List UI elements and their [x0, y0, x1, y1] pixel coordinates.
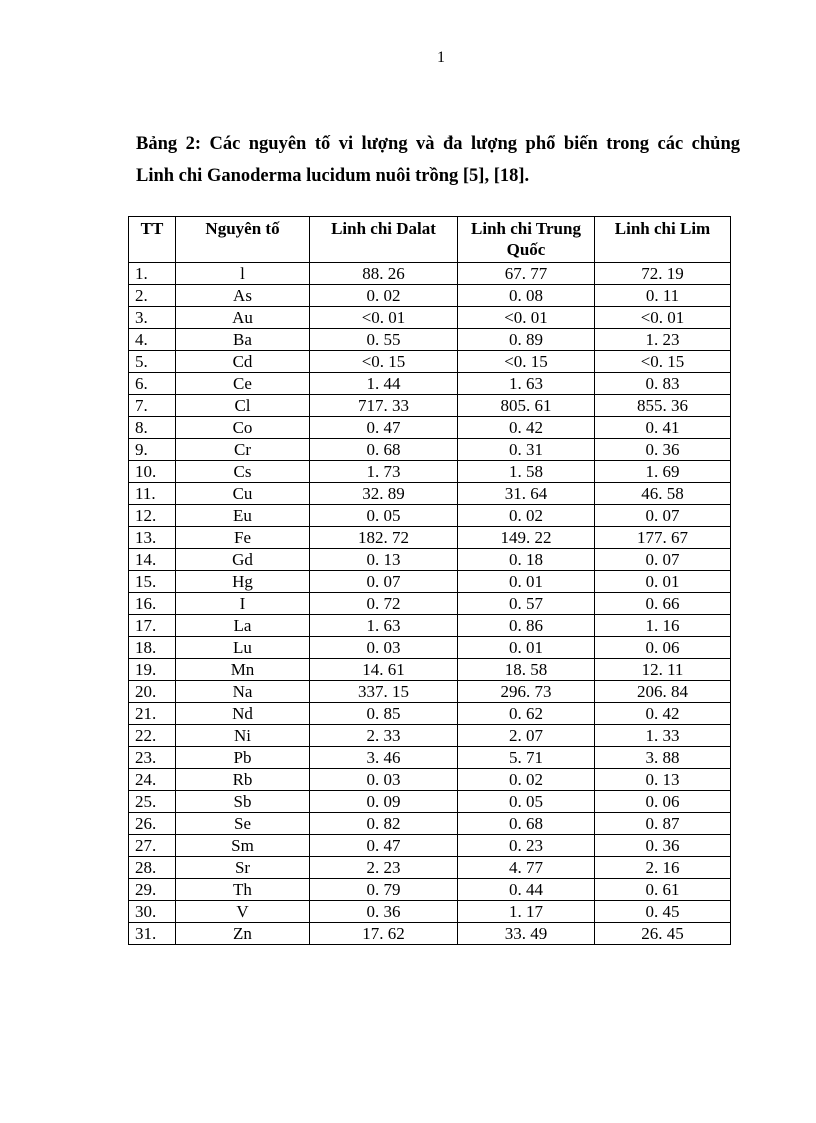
cell-lim: 0. 45 — [595, 901, 731, 923]
header-element: Nguyên tố — [176, 217, 310, 263]
cell-china: 0. 44 — [458, 879, 595, 901]
cell-china: 4. 77 — [458, 857, 595, 879]
cell-element: Rb — [176, 769, 310, 791]
table-row — [129, 879, 731, 901]
cell-tt: 4. — [129, 329, 176, 351]
cell-lim: 72. 19 — [595, 263, 731, 285]
cell-dalat: 0. 72 — [310, 593, 458, 615]
cell-dalat: 337. 15 — [310, 681, 458, 703]
cell-tt: 12. — [129, 505, 176, 527]
cell-lim: 26. 45 — [595, 923, 731, 945]
cell-dalat: 0. 03 — [310, 769, 458, 791]
table-row — [129, 791, 731, 813]
cell-element: Se — [176, 813, 310, 835]
cell-lim: 0. 66 — [595, 593, 731, 615]
cell-lim: 1. 69 — [595, 461, 731, 483]
cell-china: 18. 58 — [458, 659, 595, 681]
table-row — [129, 329, 731, 351]
cell-lim: 0. 06 — [595, 791, 731, 813]
cell-lim: 206. 84 — [595, 681, 731, 703]
cell-dalat: 3. 46 — [310, 747, 458, 769]
table-row — [129, 615, 731, 637]
cell-element: Sm — [176, 835, 310, 857]
table-row — [129, 681, 731, 703]
cell-lim: 0. 42 — [595, 703, 731, 725]
cell-element: Lu — [176, 637, 310, 659]
cell-china: 0. 05 — [458, 791, 595, 813]
header-china: Linh chi Trung Quốc — [458, 217, 595, 263]
cell-element: Cr — [176, 439, 310, 461]
cell-tt: 14. — [129, 549, 176, 571]
cell-tt: 23. — [129, 747, 176, 769]
cell-dalat: 1. 44 — [310, 373, 458, 395]
cell-tt: 27. — [129, 835, 176, 857]
cell-tt: 20. — [129, 681, 176, 703]
cell-dalat: 1. 73 — [310, 461, 458, 483]
cell-lim: 177. 67 — [595, 527, 731, 549]
cell-tt: 16. — [129, 593, 176, 615]
cell-element: As — [176, 285, 310, 307]
cell-element: Fe — [176, 527, 310, 549]
table-row — [129, 571, 731, 593]
cell-element: V — [176, 901, 310, 923]
cell-lim: 0. 13 — [595, 769, 731, 791]
cell-tt: 25. — [129, 791, 176, 813]
cell-lim: 0. 06 — [595, 637, 731, 659]
table-row — [129, 307, 731, 329]
cell-dalat: 1. 63 — [310, 615, 458, 637]
table-caption — [136, 128, 740, 192]
cell-china: 149. 22 — [458, 527, 595, 549]
cell-tt: 18. — [129, 637, 176, 659]
cell-dalat: 0. 03 — [310, 637, 458, 659]
table-row — [129, 527, 731, 549]
cell-element: Pb — [176, 747, 310, 769]
cell-element: l — [176, 263, 310, 285]
cell-tt: 30. — [129, 901, 176, 923]
header-dalat: Linh chi Dalat — [310, 217, 458, 263]
table-row — [129, 637, 731, 659]
cell-element: Hg — [176, 571, 310, 593]
table-row — [129, 747, 731, 769]
cell-dalat: <0. 15 — [310, 351, 458, 373]
cell-element: Ni — [176, 725, 310, 747]
cell-element: Cl — [176, 395, 310, 417]
header-tt: TT — [129, 217, 176, 263]
cell-tt: 22. — [129, 725, 176, 747]
cell-tt: 8. — [129, 417, 176, 439]
cell-lim: 0. 07 — [595, 549, 731, 571]
cell-china: 0. 23 — [458, 835, 595, 857]
cell-dalat: 0. 85 — [310, 703, 458, 725]
cell-dalat: 0. 47 — [310, 417, 458, 439]
cell-china: 0. 08 — [458, 285, 595, 307]
cell-element: Mn — [176, 659, 310, 681]
cell-element: Zn — [176, 923, 310, 945]
cell-element: Sb — [176, 791, 310, 813]
table-body — [129, 263, 731, 945]
cell-lim: 2. 16 — [595, 857, 731, 879]
table-row — [129, 417, 731, 439]
table-row — [129, 373, 731, 395]
cell-lim: 0. 36 — [595, 439, 731, 461]
cell-dalat: 2. 23 — [310, 857, 458, 879]
table-row — [129, 263, 731, 285]
table-row — [129, 725, 731, 747]
cell-lim: 12. 11 — [595, 659, 731, 681]
cell-dalat: 88. 26 — [310, 263, 458, 285]
cell-lim: 855. 36 — [595, 395, 731, 417]
cell-china: 0. 57 — [458, 593, 595, 615]
cell-china: 0. 01 — [458, 571, 595, 593]
table-row — [129, 439, 731, 461]
cell-china: <0. 15 — [458, 351, 595, 373]
cell-dalat: 0. 55 — [310, 329, 458, 351]
cell-element: Au — [176, 307, 310, 329]
cell-dalat: 717. 33 — [310, 395, 458, 417]
cell-dalat: 0. 13 — [310, 549, 458, 571]
cell-china: 0. 62 — [458, 703, 595, 725]
table-row — [129, 769, 731, 791]
cell-tt: 11. — [129, 483, 176, 505]
cell-dalat: 0. 02 — [310, 285, 458, 307]
cell-china: 0. 01 — [458, 637, 595, 659]
cell-dalat: 0. 36 — [310, 901, 458, 923]
table-row — [129, 461, 731, 483]
table-row — [129, 813, 731, 835]
cell-lim: 0. 36 — [595, 835, 731, 857]
cell-china: 0. 68 — [458, 813, 595, 835]
cell-tt: 21. — [129, 703, 176, 725]
table-row — [129, 703, 731, 725]
cell-dalat: <0. 01 — [310, 307, 458, 329]
cell-lim: 0. 83 — [595, 373, 731, 395]
cell-lim: 0. 61 — [595, 879, 731, 901]
table-row — [129, 901, 731, 923]
cell-china: 33. 49 — [458, 923, 595, 945]
cell-element: Cd — [176, 351, 310, 373]
cell-china: 296. 73 — [458, 681, 595, 703]
cell-dalat: 0. 82 — [310, 813, 458, 835]
cell-tt: 9. — [129, 439, 176, 461]
cell-lim: 3. 88 — [595, 747, 731, 769]
cell-lim: 1. 23 — [595, 329, 731, 351]
cell-dalat: 0. 07 — [310, 571, 458, 593]
cell-lim: 1. 16 — [595, 615, 731, 637]
table-row — [129, 483, 731, 505]
cell-china: 0. 86 — [458, 615, 595, 637]
table-row — [129, 395, 731, 417]
cell-china: 805. 61 — [458, 395, 595, 417]
cell-lim: 0. 41 — [595, 417, 731, 439]
cell-china: <0. 01 — [458, 307, 595, 329]
cell-dalat: 2. 33 — [310, 725, 458, 747]
cell-dalat: 0. 05 — [310, 505, 458, 527]
cell-china: 1. 58 — [458, 461, 595, 483]
cell-lim: 0. 07 — [595, 505, 731, 527]
cell-element: Th — [176, 879, 310, 901]
cell-china: 0. 89 — [458, 329, 595, 351]
cell-element: Ce — [176, 373, 310, 395]
elements-table — [128, 216, 731, 945]
cell-dalat: 182. 72 — [310, 527, 458, 549]
cell-tt: 6. — [129, 373, 176, 395]
cell-dalat: 0. 09 — [310, 791, 458, 813]
cell-tt: 7. — [129, 395, 176, 417]
cell-lim: <0. 01 — [595, 307, 731, 329]
cell-tt: 15. — [129, 571, 176, 593]
cell-dalat: 0. 47 — [310, 835, 458, 857]
cell-china: 5. 71 — [458, 747, 595, 769]
cell-tt: 10. — [129, 461, 176, 483]
cell-tt: 28. — [129, 857, 176, 879]
cell-china: 1. 17 — [458, 901, 595, 923]
cell-china: 0. 42 — [458, 417, 595, 439]
table-row — [129, 835, 731, 857]
cell-element: Co — [176, 417, 310, 439]
cell-china: 1. 63 — [458, 373, 595, 395]
cell-china: 0. 18 — [458, 549, 595, 571]
cell-lim: 0. 11 — [595, 285, 731, 307]
cell-dalat: 14. 61 — [310, 659, 458, 681]
cell-lim: 1. 33 — [595, 725, 731, 747]
cell-china: 0. 02 — [458, 769, 595, 791]
cell-dalat: 0. 68 — [310, 439, 458, 461]
caption-line-2: Linh chi Ganoderma lucidum nuôi trồng [5], [18]. — [136, 166, 530, 186]
cell-tt: 24. — [129, 769, 176, 791]
cell-element: La — [176, 615, 310, 637]
cell-element: Cs — [176, 461, 310, 483]
table-row — [129, 285, 731, 307]
cell-tt: 5. — [129, 351, 176, 373]
cell-tt: 31. — [129, 923, 176, 945]
cell-lim: 0. 87 — [595, 813, 731, 835]
cell-tt: 1. — [129, 263, 176, 285]
cell-element: Gd — [176, 549, 310, 571]
cell-lim: <0. 15 — [595, 351, 731, 373]
cell-lim: 46. 58 — [595, 483, 731, 505]
cell-element: Sr — [176, 857, 310, 879]
cell-tt: 17. — [129, 615, 176, 637]
cell-china: 0. 02 — [458, 505, 595, 527]
table-row — [129, 923, 731, 945]
cell-china: 67. 77 — [458, 263, 595, 285]
cell-tt: 3. — [129, 307, 176, 329]
cell-element: Ba — [176, 329, 310, 351]
table-row — [129, 659, 731, 681]
cell-element: Nd — [176, 703, 310, 725]
cell-china: 0. 31 — [458, 439, 595, 461]
table-row — [129, 593, 731, 615]
page-number: 1 — [437, 49, 445, 66]
caption-line-1: Bảng 2: Các nguyên tố vi lượng và đa lượng phổ biến trong các chủng — [136, 134, 740, 154]
cell-tt: 29. — [129, 879, 176, 901]
cell-tt: 19. — [129, 659, 176, 681]
header-lim: Linh chi Lim — [595, 217, 731, 263]
cell-element: Cu — [176, 483, 310, 505]
table-row — [129, 857, 731, 879]
cell-china: 31. 64 — [458, 483, 595, 505]
table-header-row — [129, 217, 731, 263]
table-row — [129, 351, 731, 373]
cell-dalat: 32. 89 — [310, 483, 458, 505]
cell-tt: 26. — [129, 813, 176, 835]
cell-element: Na — [176, 681, 310, 703]
table-row — [129, 505, 731, 527]
cell-element: I — [176, 593, 310, 615]
table-row — [129, 549, 731, 571]
cell-tt: 2. — [129, 285, 176, 307]
cell-china: 2. 07 — [458, 725, 595, 747]
cell-element: Eu — [176, 505, 310, 527]
cell-lim: 0. 01 — [595, 571, 731, 593]
cell-dalat: 0. 79 — [310, 879, 458, 901]
cell-tt: 13. — [129, 527, 176, 549]
cell-dalat: 17. 62 — [310, 923, 458, 945]
